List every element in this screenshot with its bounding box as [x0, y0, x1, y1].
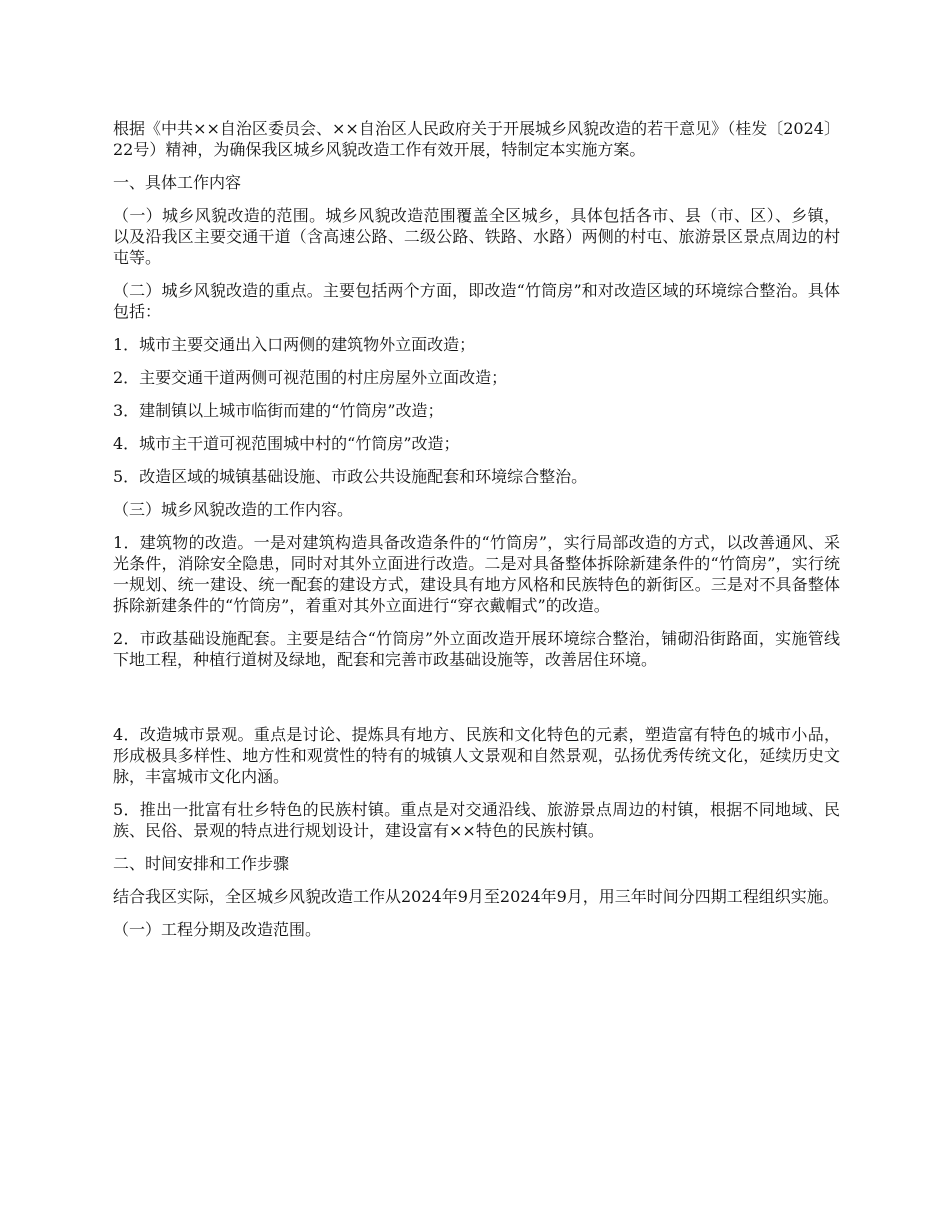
focus-paragraph: （二）城乡风貌改造的重点。主要包括两个方面，即改造“竹筒房”和对改造区域的环境综合整治。具体包括：	[113, 281, 840, 321]
focus-item-1: 1．城市主要交通出入口两侧的建筑物外立面改造；	[113, 335, 476, 354]
work-content-heading: （三）城乡风貌改造的工作内容。	[113, 500, 354, 519]
blank-gap	[113, 682, 840, 724]
work-item-4: 4．改造城市景观。重点是讨论、提炼具有地方、民族和文化特色的元素，塑造富有特色的城市小品，形成极具多样性、地方性和观赏性的特有的城镇人文景观和自然景观，弘扬优秀传统文化，延续历史文脉，丰富城市文化内涵。	[113, 725, 840, 786]
work-item-2: 2．市政基础设施配套。主要是结合“竹筒房”外立面改造开展环境综合整治，铺砌沿街路面，实施管线下地工程，种植行道树及绿地，配套和完善市政基础设施等，改善居住环境。	[113, 629, 840, 669]
focus-item-5: 5．改造区域的城镇基础设施、市政公共设施配套和环境综合整治。	[113, 467, 588, 486]
section-2-heading: 二、时间安排和工作步骤	[113, 854, 290, 873]
phases-heading: （一）工程分期及改造范围。	[113, 920, 322, 939]
work-item-5: 5．推出一批富有壮乡特色的民族村镇。重点是对交通沿线、旅游景点周边的村镇，根据不同地域、民族、民俗、景观的特点进行规划设计，建设富有××特色的民族村镇。	[113, 800, 840, 840]
focus-item-4: 4．城市主干道可视范围城中村的“竹筒房”改造；	[113, 434, 460, 453]
section-1-heading: 一、具体工作内容	[113, 173, 242, 192]
focus-item-3: 3．建制镇以上城市临街而建的“竹筒房”改造；	[113, 401, 444, 420]
intro-paragraph: 根据《中共××自治区委员会、××自治区人民政府关于开展城乡风貌改造的若干意见》（桂发〔2024〕22号）精神，为确保我区城乡风貌改造工作有效开展，特制定本实施方案。	[113, 119, 840, 159]
focus-item-2: 2．主要交通干道两侧可视范围的村庄房屋外立面改造；	[113, 368, 508, 387]
scope-paragraph: （一）城乡风貌改造的范围。城乡风貌改造范围覆盖全区城乡，具体包括各市、县（市、区）、乡镇，以及沿我区主要交通干道（含高速公路、二级公路、铁路、水路）两侧的村屯、旅游景区景点周边的村屯等。	[113, 206, 840, 267]
schedule-paragraph: 结合我区实际，全区城乡风貌改造工作从2024年9月至2024年9月，用三年时间分四期工程组织实施。	[113, 887, 839, 906]
work-item-1: 1．建筑物的改造。一是对建筑构造具备改造条件的“竹筒房”，实行局部改造的方式，以改善通风、采光条件，消除安全隐患，同时对其外立面进行改造。二是对具备整体拆除新建条件的“竹筒房”，实行统一规划、统一建设、统一配套的建设方式，建设具有地方风格和民族特色的新街区。三是对不具备整体拆除新建条件的“竹筒房”，着重对其外立面进行“穿衣戴帽式”的改造。	[113, 533, 840, 615]
